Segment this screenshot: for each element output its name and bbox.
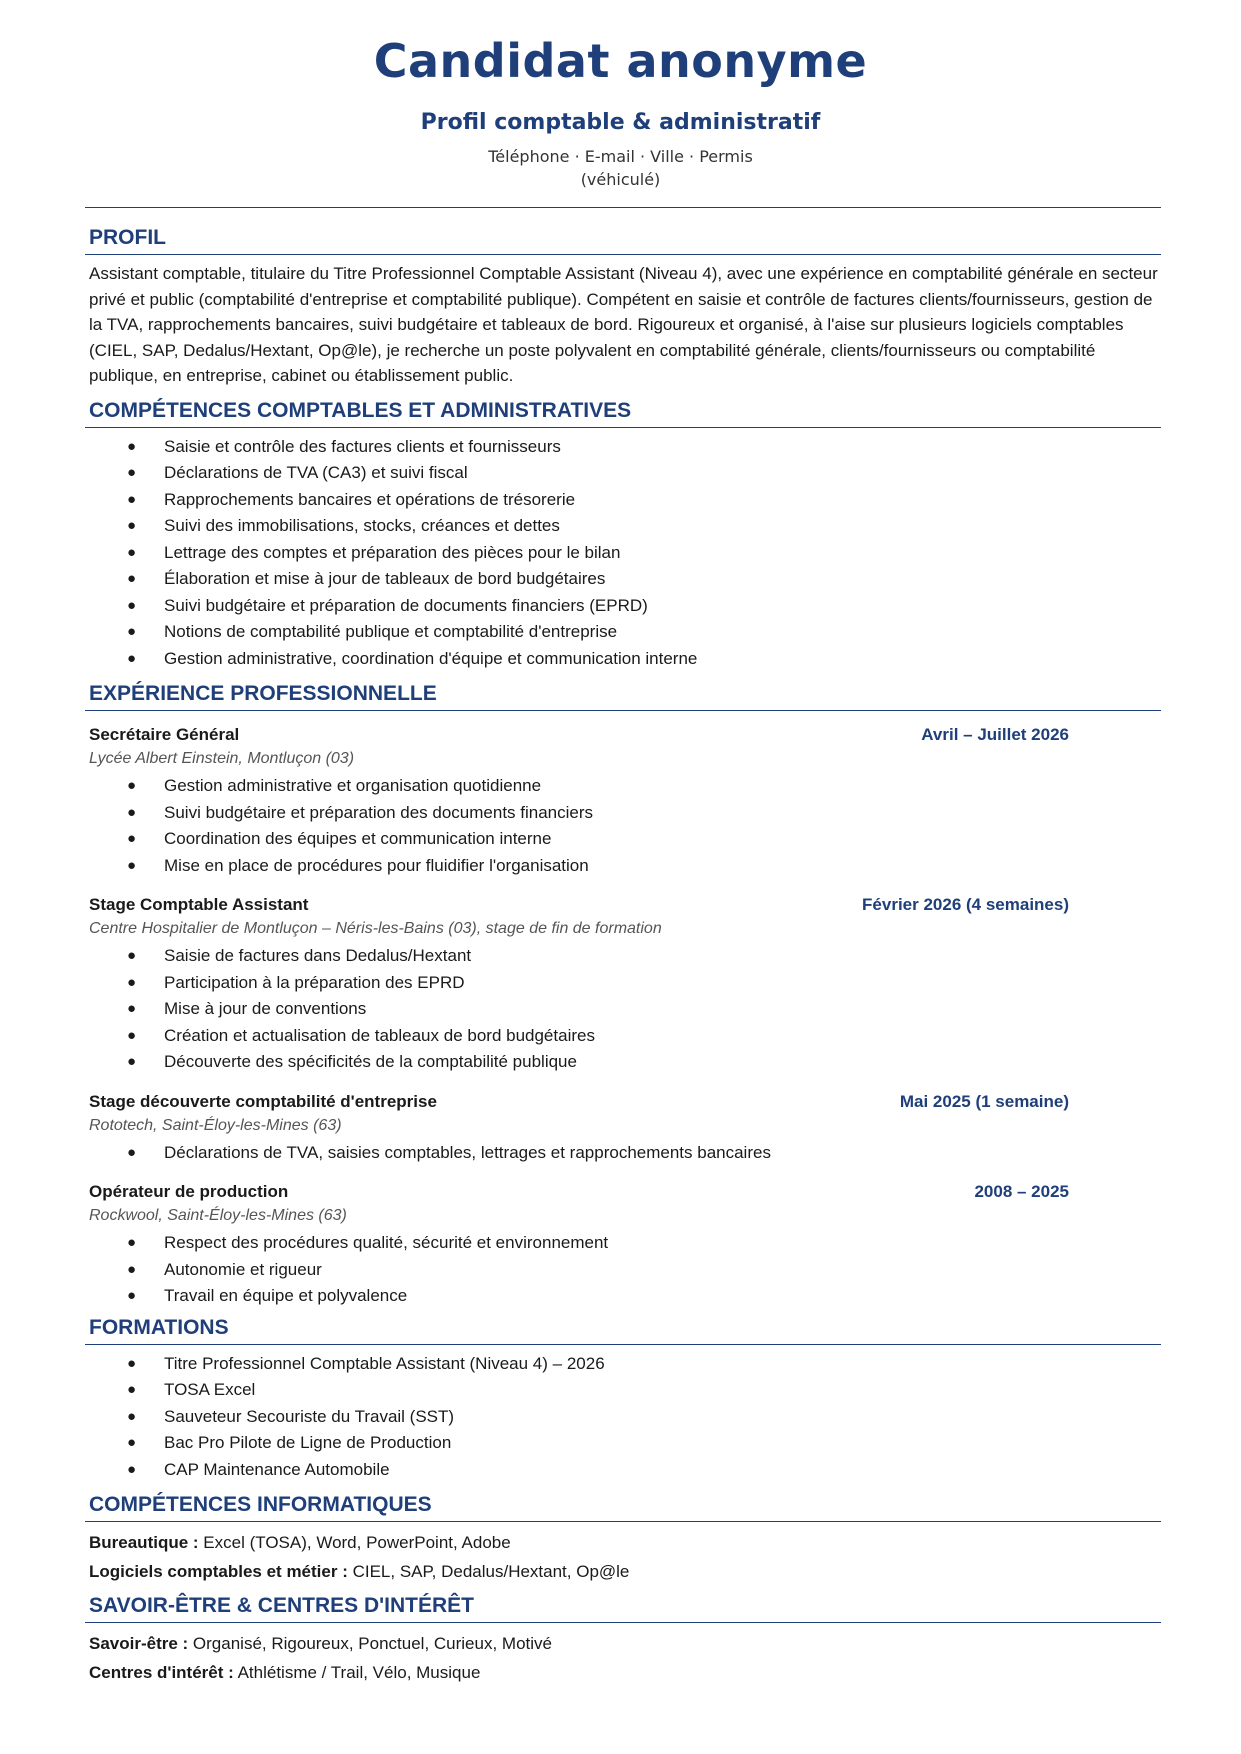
list-item: [89, 540, 1161, 567]
list-item: [89, 1404, 1161, 1431]
bullet-icon: ●: [127, 856, 137, 874]
bullet-icon: ●: [127, 1434, 137, 1451]
job-tasks: [89, 773, 1161, 879]
bullet-icon: ●: [127, 517, 137, 534]
list-item: [89, 1430, 1161, 1457]
list-item: [89, 800, 1161, 827]
list-item-text: TOSA Excel: [164, 1380, 256, 1399]
bullet-icon: ●: [127, 1354, 137, 1372]
list-item-text: Respect des procédures qualité, sécurité et environnement: [164, 1233, 609, 1252]
section-title-informatique: COMPÉTENCES INFORMATIQUES: [85, 1487, 1161, 1522]
info-row: [89, 1658, 1161, 1687]
list-item: [89, 487, 1161, 514]
bullet-icon: ●: [127, 1234, 137, 1251]
bullet-icon: ●: [127, 973, 137, 991]
list-item-text: Sauveteur Secouriste du Travail (SST): [164, 1406, 455, 1426]
list-item: [89, 1457, 1161, 1484]
header-divider: [85, 207, 1161, 208]
job-title: Secrétaire Général: [89, 725, 240, 744]
list-item-text: Coordination des équipes et communication interne: [164, 829, 552, 848]
list-item-text: Déclarations de TVA, saisies comptables, lettrages et rapprochements bancaires: [164, 1142, 771, 1162]
info-row: [89, 1528, 1161, 1557]
bullet-icon: ●: [127, 1260, 137, 1278]
list-item-text: Mise en place de procédures pour fluidifier l'organisation: [164, 855, 589, 875]
list-item-text: Élaboration et mise à jour de tableaux de bord budgétaires: [164, 569, 606, 588]
info-value: CIEL, SAP, Dedalus/Hextant, Op@le: [347, 1562, 630, 1581]
list-item-text: Gestion administrative, coordination d'équipe et communication interne: [164, 648, 698, 668]
info-row: [89, 1557, 1161, 1586]
section-title-savoir: SAVOIR-ÊTRE & CENTRES D'INTÉRÊT: [85, 1588, 1161, 1623]
experience-entry: [89, 723, 1161, 879]
info-label: Bureautique :: [89, 1533, 199, 1552]
list-item: [89, 460, 1161, 487]
list-item-text: Création et actualisation de tableaux de bord budgétaires: [164, 1025, 595, 1045]
job-tasks: [89, 1230, 1161, 1310]
list-item: [89, 434, 1161, 461]
contact-info: [0, 145, 1241, 191]
contact-line: (véhiculé): [580, 170, 661, 189]
section-title-experience: EXPÉRIENCE PROFESSIONNELLE: [85, 676, 1161, 711]
job-organization: Lycée Albert Einstein, Montluçon (03): [89, 750, 355, 767]
list-item: [89, 513, 1161, 540]
list-item-text: Gestion administrative et organisation quotidienne: [164, 776, 542, 795]
list-item-text: Participation à la préparation des EPRD: [164, 972, 465, 992]
list-item-text: Saisie de factures dans Dedalus/Hextant: [164, 946, 472, 965]
experience-entry: [89, 1180, 1161, 1310]
list-item-text: Suivi des immobilisations, stocks, créances et dettes: [164, 516, 560, 535]
list-item: [89, 826, 1161, 853]
list-item: [89, 970, 1161, 997]
list-item-text: CAP Maintenance Automobile: [164, 1459, 390, 1479]
bullet-icon: ●: [127, 1407, 137, 1425]
list-item: [89, 1140, 1161, 1167]
job-title: Opérateur de production: [89, 1182, 289, 1201]
experience-header: [89, 1090, 1069, 1114]
experience-entry: [89, 1090, 1161, 1167]
formations-list: [89, 1351, 1161, 1484]
candidate-name: Candidat anonyme: [373, 34, 868, 88]
list-item-text: Mise à jour de conventions: [164, 999, 367, 1018]
info-label: Logiciels comptables et métier :: [89, 1562, 348, 1581]
job-title: Stage découverte comptabilité d'entreprise: [89, 1091, 437, 1111]
job-date: Février 2026 (4 semaines): [862, 895, 1069, 914]
bullet-icon: ●: [127, 649, 137, 667]
list-item-text: Suivi budgétaire et préparation de documents financiers (EPRD): [164, 595, 648, 615]
list-item-text: Notions de comptabilité publique et comptabilité d'entreprise: [164, 622, 618, 641]
info-value: Excel (TOSA), Word, PowerPoint, Adobe: [198, 1533, 511, 1552]
job-date: Mai 2025 (1 semaine): [899, 1091, 1069, 1111]
section-title-profil: PROFIL: [85, 220, 1161, 255]
bullet-icon: ●: [127, 543, 137, 561]
list-item: [89, 1049, 1161, 1076]
bullet-icon: ●: [127, 1381, 137, 1398]
job-organization: Rockwool, Saint-Éloy-les-Mines (63): [89, 1207, 347, 1224]
experience-header: [89, 1180, 1069, 1204]
bullet-icon: ●: [127, 1460, 137, 1478]
list-item-text: Lettrage des comptes et préparation des pièces pour le bilan: [164, 542, 621, 562]
list-item: [89, 1257, 1161, 1284]
job-tasks: [89, 1140, 1161, 1167]
job-title: Stage Comptable Assistant: [89, 895, 309, 914]
list-item-text: Suivi budgétaire et préparation des documents financiers: [164, 802, 594, 822]
info-row: [89, 1629, 1161, 1658]
list-item: [89, 943, 1161, 970]
section-title-competences: COMPÉTENCES COMPTABLES ET ADMINISTRATIVES: [85, 393, 1161, 428]
list-item: [89, 996, 1161, 1023]
section-title-formations: FORMATIONS: [85, 1310, 1161, 1345]
list-item-text: Autonomie et rigueur: [164, 1259, 322, 1279]
list-item: [89, 619, 1161, 646]
contact-line: Téléphone · E-mail · Ville · Permis: [488, 147, 753, 166]
bullet-icon: ●: [127, 1287, 137, 1304]
bullet-icon: ●: [127, 803, 137, 821]
job-date: 2008 – 2025: [974, 1182, 1069, 1201]
list-item-text: Rapprochements bancaires et opérations de trésorerie: [164, 489, 576, 509]
list-item: [89, 1230, 1161, 1257]
list-item: [89, 646, 1161, 673]
job-organization: Centre Hospitalier de Montluçon – Néris-les-Bains (03), stage de fin de formation: [89, 920, 662, 937]
bullet-icon: ●: [127, 1053, 137, 1070]
job-tasks: [89, 943, 1161, 1076]
resume-content: [89, 220, 1161, 1687]
list-item: [89, 593, 1161, 620]
list-item-text: Travail en équipe et polyvalence: [164, 1286, 408, 1305]
bullet-icon: ●: [127, 437, 137, 455]
experience-header: [89, 893, 1069, 917]
list-item: [89, 1023, 1161, 1050]
list-item: [89, 1283, 1161, 1310]
experience-entry: [89, 893, 1161, 1076]
bullet-icon: ●: [127, 830, 137, 847]
info-value: Athlétisme / Trail, Vélo, Musique: [233, 1663, 481, 1682]
info-label: Centres d'intérêt :: [89, 1663, 234, 1682]
bullet-icon: ●: [127, 596, 137, 614]
list-item-text: Titre Professionnel Comptable Assistant (Niveau 4) – 2026: [164, 1353, 605, 1373]
profile-subtitle: Profil comptable & administratif: [420, 110, 821, 135]
profil-text: Assistant comptable, titulaire du Titre Professionnel Comptable Assistant (Niveau 4), avec une expérience en comptabilité générale en secteur privé et public (comptabilité d'entreprise et comptabilité publique). Compétent en saisie et contrôle de factures clients/fournisseurs, gestion de la TVA, rapprochements bancaires, suivi budgétaire et tableaux de bord. Rigoureux et organisé, à l'aise sur plusieurs logiciels comptables (CIEL, SAP, Dedalus/Hextant, Op@le), je recherche un poste polyvalent en comptabilité générale, clients/fournisseurs ou comptabilité publique, en entreprise, cabinet ou établissement public.: [89, 264, 1158, 385]
competences-list: [89, 434, 1161, 673]
job-date: Avril – Juillet 2026: [921, 725, 1069, 744]
bullet-icon: ●: [127, 464, 137, 481]
info-label: Savoir-être :: [89, 1634, 189, 1653]
bullet-icon: ●: [127, 1143, 137, 1161]
list-item-text: Découverte des spécificités de la comptabilité publique: [164, 1052, 577, 1071]
list-item: [89, 1351, 1161, 1378]
bullet-icon: ●: [127, 623, 137, 640]
experience-header: [89, 723, 1069, 747]
list-item: [89, 853, 1161, 880]
job-organization: Rototech, Saint-Éloy-les-Mines (63): [89, 1116, 342, 1134]
savoir-rows: [89, 1629, 1161, 1687]
bullet-icon: ●: [127, 490, 137, 508]
list-item: [89, 773, 1161, 800]
bullet-icon: ●: [127, 777, 137, 794]
list-item-text: Déclarations de TVA (CA3) et suivi fiscal: [164, 463, 468, 482]
bullet-icon: ●: [127, 570, 137, 587]
bullet-icon: ●: [127, 1026, 137, 1044]
info-value: Organisé, Rigoureux, Ponctuel, Curieux, Motivé: [188, 1634, 552, 1653]
list-item: [89, 566, 1161, 593]
informatique-rows: [89, 1528, 1161, 1586]
list-item: [89, 1377, 1161, 1404]
bullet-icon: ●: [127, 1000, 137, 1017]
list-item-text: Saisie et contrôle des factures clients et fournisseurs: [164, 436, 561, 456]
bullet-icon: ●: [127, 947, 137, 964]
experience-list: [89, 723, 1161, 1310]
list-item-text: Bac Pro Pilote de Ligne de Production: [164, 1433, 452, 1452]
